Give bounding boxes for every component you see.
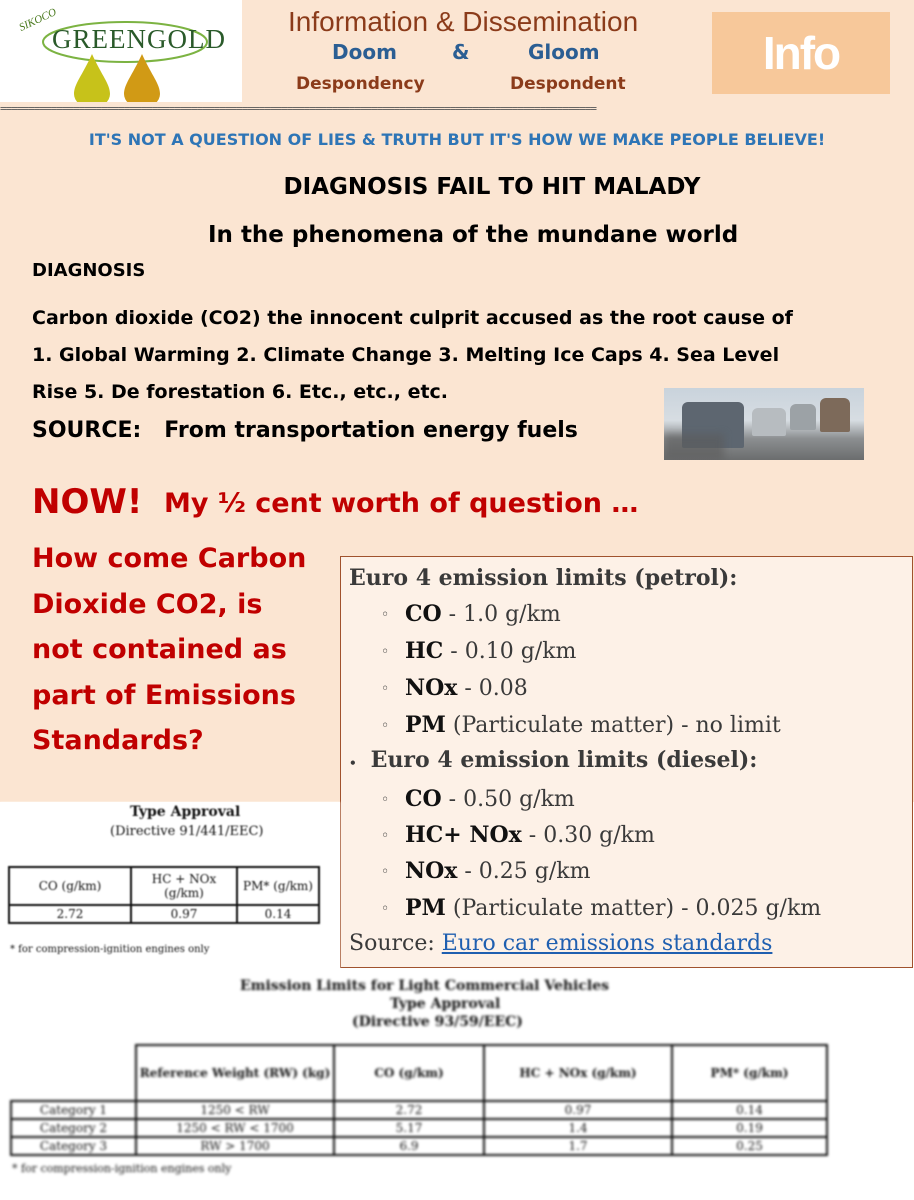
bullet-icon: ◦ <box>381 864 390 880</box>
scan2-subtitle: Type Approval <box>390 996 501 1012</box>
scan2-header: Reference Weight (RW) (kg) <box>136 1045 334 1101</box>
question-line: Dioxide CO2, is <box>32 588 263 620</box>
scan1-cell: 0.97 <box>131 905 237 923</box>
header-title: Information & Dissemination <box>288 6 639 37</box>
scan2-header: HC + NOx (g/km) <box>484 1045 672 1101</box>
scan2-cell: 0.14 <box>672 1101 827 1119</box>
scan1-footnote: * for compression-ignition engines only <box>10 944 210 955</box>
scan1-subtitle: (Directive 91/441/EEC) <box>110 824 264 839</box>
question-line: part of Emissions <box>32 679 296 711</box>
euro-source: Source: Euro car emissions standards <box>349 931 773 956</box>
scan2-cell: Category 3 <box>11 1137 136 1155</box>
scan2-cell: Category 1 <box>11 1101 136 1119</box>
traffic-photo <box>664 388 864 460</box>
table-row <box>11 1137 827 1155</box>
scan1-cell: 2.72 <box>9 905 131 923</box>
scan2-header: PM* (g/km) <box>672 1045 827 1101</box>
bullet-icon: ◦ <box>381 828 390 844</box>
scan2-cell: 0.19 <box>672 1119 827 1137</box>
now-label: NOW! <box>32 482 143 522</box>
scan2-cell: 5.17 <box>334 1119 484 1137</box>
logo-brand-text: GREENGOLD <box>52 24 226 54</box>
scan2-cell: 1250 < RW <box>136 1101 334 1119</box>
bullet-icon: ◦ <box>381 792 390 808</box>
scan2-cell: 0.97 <box>484 1101 672 1119</box>
scan2-directive: (Directive 93/59/EEC) <box>352 1014 523 1030</box>
bullet-icon: ◦ <box>381 718 390 734</box>
scan2-cell: 6.9 <box>334 1137 484 1155</box>
greengold-logo <box>0 0 242 108</box>
type-approval-scan <box>0 802 340 982</box>
table-row <box>11 1119 827 1137</box>
question-text <box>32 536 342 764</box>
header-despondent: Despondent <box>510 74 626 94</box>
info-page-badge: Info <box>712 12 890 94</box>
scan2-table <box>10 1044 828 1156</box>
question-line: How come Carbon <box>32 543 307 574</box>
scan2-cell: 2.72 <box>334 1101 484 1119</box>
question-line: Standards? <box>32 725 204 756</box>
bullet-icon: ◦ <box>381 644 390 660</box>
header-ampersand: & <box>452 40 470 64</box>
scan2-header: CO (g/km) <box>334 1045 484 1101</box>
scan2-cell: RW > 1700 <box>136 1137 334 1155</box>
tagline: IT'S NOT A QUESTION OF LIES & TRUTH BUT IT'S HOW WE MAKE PEOPLE BELIEVE! <box>88 130 826 149</box>
source-line: SOURCE: From transportation energy fuels <box>32 418 578 443</box>
bullet-icon: • <box>349 756 357 770</box>
main-heading: DIAGNOSIS FAIL TO HIT MALADY <box>283 174 701 200</box>
euro4-limits-box: Euro 4 emission limits (petrol): ◦ CO - 1.0 g/km ◦ HC - 0.10 g/km ◦ NOx - 0.08 ◦ PM (Particulate matter) - no limit • Euro 4 emission limits (diesel): ◦ CO - 0.50 g/km ◦ HC+ NOx - 0.30 g/km ◦ NOx - 0.25 g/km ◦ PM (Particulate matter) - 0.025 g/km Source: Euro car emissions standards <box>340 556 913 968</box>
diagnosis-label: DIAGNOSIS <box>32 260 146 281</box>
header-despondency: Despondency <box>296 74 425 94</box>
table-row <box>11 1101 827 1119</box>
diagnosis-line: Carbon dioxide (CO2) the innocent culprit accused as the root cause of <box>32 307 793 329</box>
scan2-cell: 1250 < RW < 1700 <box>136 1119 334 1137</box>
light-commercial-scan <box>0 978 914 1200</box>
scan1-title: Type Approval <box>130 804 241 820</box>
scan1-header: CO (g/km) <box>9 867 131 905</box>
scan2-cell: 0.25 <box>672 1137 827 1155</box>
bullet-icon: ◦ <box>381 607 390 623</box>
header-doom: Doom <box>332 40 397 64</box>
scan1-header: PM* (g/km) <box>237 867 319 905</box>
bullet-icon: ◦ <box>381 901 390 917</box>
scan2-footnote: * for compression-ignition engines only <box>12 1162 232 1175</box>
question-line: not contained as <box>32 634 287 665</box>
scan2-cell: Category 2 <box>11 1119 136 1137</box>
scan1-table <box>8 866 320 924</box>
scan2-cell: 1.7 <box>484 1137 672 1155</box>
scan1-cell: 0.14 <box>237 905 319 923</box>
diesel-heading: • Euro 4 emission limits (diesel): <box>349 747 758 773</box>
euro-standards-link[interactable]: Euro car emissions standards <box>441 931 773 956</box>
logo-small-text: SIKOCO <box>17 6 59 34</box>
header-gloom: Gloom <box>528 40 600 64</box>
diagnosis-line: Rise 5. De forestation 6. Etc., etc., etc. <box>32 381 449 403</box>
petrol-heading: Euro 4 emission limits (petrol): <box>349 565 738 591</box>
scan1-header: HC + NOx (g/km) <box>131 867 237 905</box>
scan2-cell: 1.4 <box>484 1119 672 1137</box>
scan2-title: Emission Limits for Light Commercial Vehicles <box>240 978 609 994</box>
diagnosis-line: 1. Global Warming 2. Climate Change 3. Melting Ice Caps 4. Sea Level <box>32 344 780 366</box>
bullet-icon: ◦ <box>381 681 390 697</box>
sub-heading: In the phenomena of the mundane world <box>208 222 739 248</box>
separator-line: ========================================================================================================== <box>0 102 914 116</box>
question-lead: My ½ cent worth of question … <box>164 488 639 519</box>
